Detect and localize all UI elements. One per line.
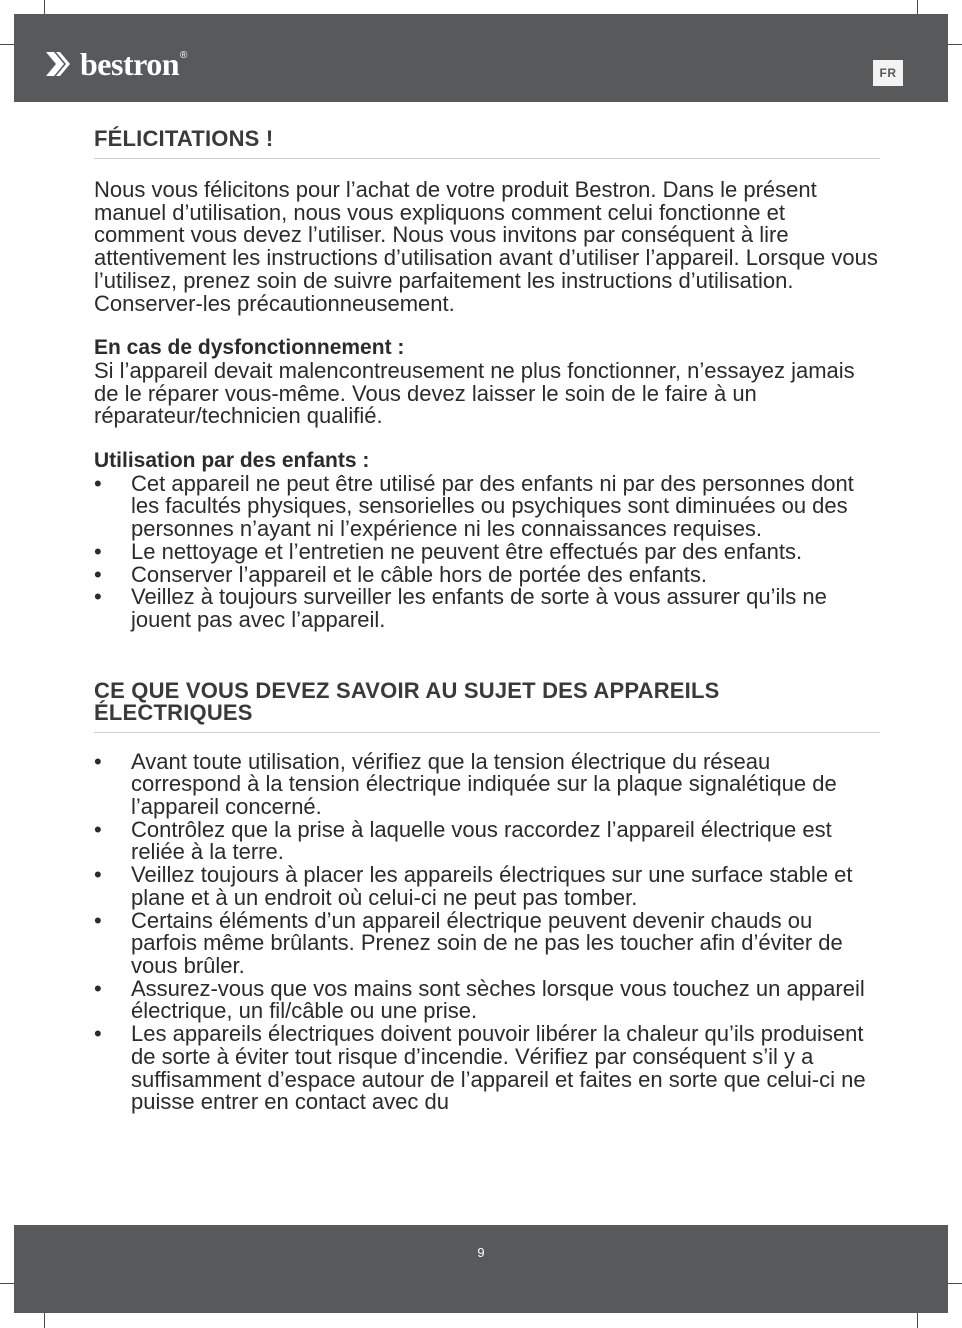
list-item: • Veillez à toujours surveiller les enfants de sorte à vous assurer qu’ils ne jouent pas avec l’appareil. <box>94 584 827 632</box>
list-item: • Certains éléments d’un appareil électrique peuvent devenir chauds ou parfois même brûlants. Prenez soin de ne pas les toucher afin d’éviter de vous brûler. <box>94 907 843 978</box>
list-item: • Cet appareil ne peut être utilisé par des enfants ni par des personnes dont les facultés physiques, sensorielles ou psychiques sont diminuées ou des personnes n’ayant ni l’expérience ni les connaissances requises. <box>94 470 854 542</box>
list-item: • Veillez toujours à placer les appareils électriques sur une surface stable et plane et à un endroit où celui-ci ne peut pas tomber. <box>94 862 853 910</box>
section-title-electrical: CE QUE VOUS DEVEZ SAVOIR AU SUJET DES APPAREILS ÉLECTRIQUES <box>94 680 880 733</box>
electrical-list <box>94 748 880 1115</box>
brand-name: bestron <box>80 46 180 82</box>
malfunction-heading: En cas de dysfonctionnement : <box>94 336 405 360</box>
page-number: 9 <box>477 1245 485 1260</box>
malfunction-paragraph: Si l’appareil devait malencontreusement ne plus fonctionner, n’essayez jamais de le réparer vous-même. Vous devez laisser le soin de le faire à un réparateur/technicien qualifié. <box>94 357 855 429</box>
children-list <box>94 470 880 632</box>
footer-bar <box>14 1225 948 1313</box>
list-item: • Contrôlez que la prise à laquelle vous raccordez l’appareil électrique est reliée à la terre. <box>94 816 832 865</box>
intro-paragraph: Nous vous félicitons pour l’achat de votre produit Bestron. Dans le présent manuel d’utilisation, nous vous expliquons comment celui fonctionne et comment vous devez l’utiliser. Nous vous invitons par conséquent à lire attentivement les instructions d’utilisation avant d’utiliser l’appareil. Lorsque vous l’utilisez, prenez soin de suivre parfaitement les instructions d’utilisation. Conserver-les précautionneusement. <box>94 177 878 316</box>
page-content <box>94 128 880 1114</box>
section-title-congratulations: FÉLICITATIONS ! <box>94 128 880 159</box>
chevron-logo-icon <box>44 50 74 78</box>
list-item: • Assurez-vous que vos mains sont sèches lorsque vous touchez un appareil électrique, un fil/câble ou une prise. <box>94 975 865 1024</box>
brand-logo <box>44 44 187 84</box>
list-item: • Les appareils électriques doivent pouvoir libérer la chaleur qu’ils produisent de sorte à éviter tout risque d’incendie. Vérifiez par conséquent s’il y a suffisamment d’espace autour de l’appareil et faites en sorte que celui-ci ne puisse entrer en contact avec du <box>94 1021 866 1115</box>
list-item: • Le nettoyage et l’entretien ne peuvent être effectués par des enfants. <box>94 538 803 564</box>
list-item: • Conserver l’appareil et le câble hors de portée des enfants. <box>94 561 708 587</box>
language-badge: FR <box>873 60 903 86</box>
registered-mark: ® <box>180 50 188 61</box>
children-heading: Utilisation par des enfants : <box>94 449 370 473</box>
list-item: • Avant toute utilisation, vérifiez que la tension électrique du réseau correspond à la tension électrique indiquée sur la plaque signalétique de l’appareil concerné. <box>94 748 837 820</box>
